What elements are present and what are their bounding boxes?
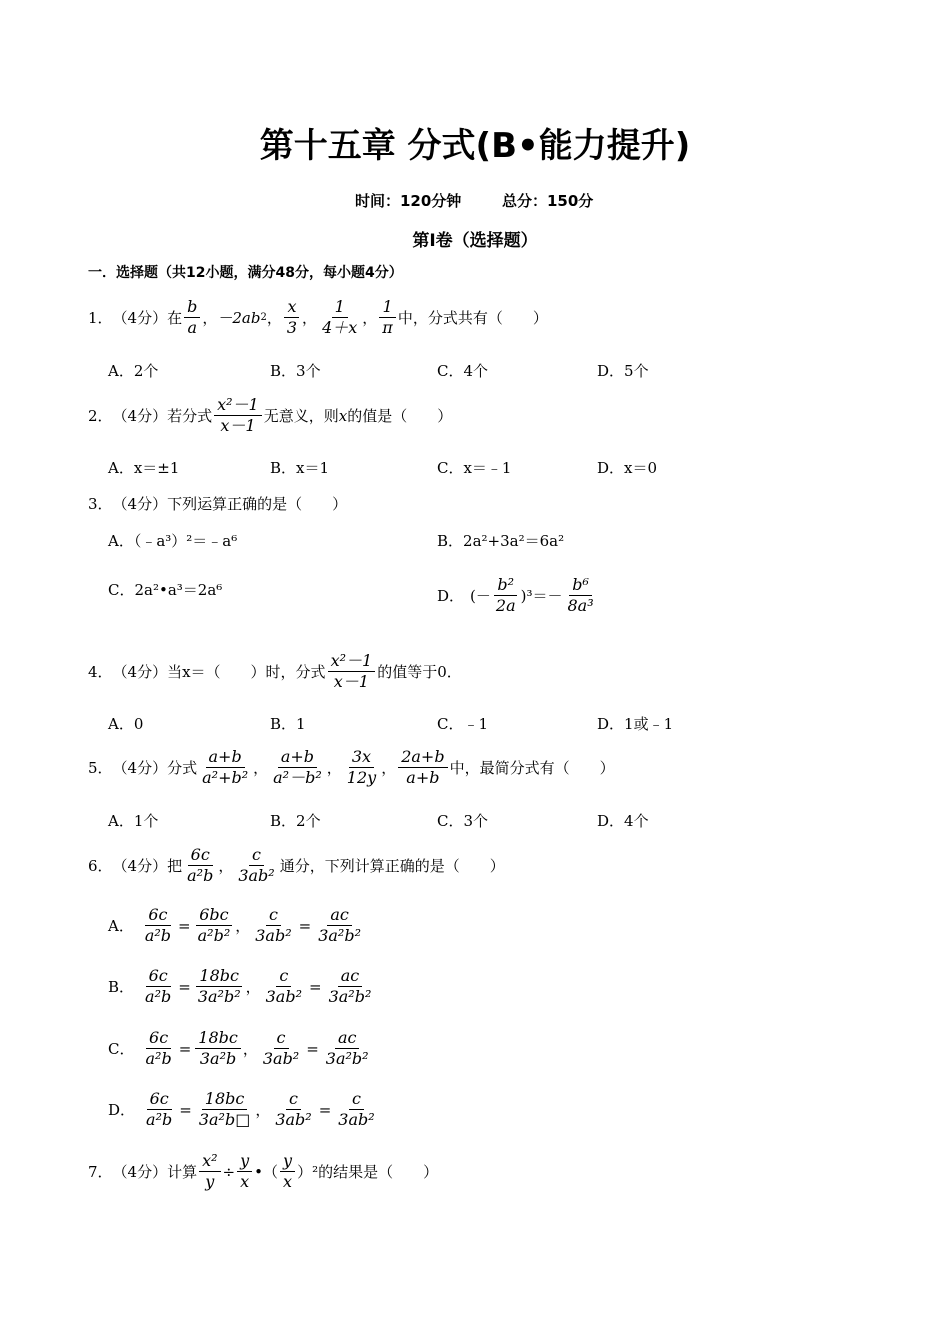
question-6: 6． （4分） 把 $\frac{6c}{\text{a²b}}$ ， $\frac{c}{\text{3ab²}}$ 通分，下列计算正确的是（ ） — [88, 845, 505, 885]
question-number: 1． — [88, 309, 113, 327]
option-b[interactable]: B．x＝1 — [270, 459, 330, 477]
expression: －2ab — [217, 309, 261, 327]
fraction: $\frac{c}{\text{3ab²}}$ — [265, 966, 302, 1006]
option-b[interactable]: B．2a²+3a²＝6a² — [437, 532, 565, 550]
fraction: $\frac{18bc}{\text{3a²b□}}$ — [198, 1089, 251, 1129]
option-c[interactable]: C． $\frac{6c}{\text{a²b}}$ = $\frac{18bc}{\text{3a²b}}$ ， $\frac{c}{\text{3ab²}}$ = $\frac{ac}{\text{3a²b²}}$ — [108, 1029, 374, 1068]
fraction: $\frac{6c}{\text{a²b}}$ — [144, 905, 172, 945]
option-c[interactable]: C．2a²•a³＝2a⁶ — [108, 581, 223, 599]
option-d[interactable]: D．1或﹣1 — [597, 715, 674, 733]
exam-total-score: 总分：150分 — [502, 192, 594, 210]
fraction: $\frac{ac}{\text{3a²b²}}$ — [318, 905, 361, 945]
option-b[interactable]: B．3个 — [270, 362, 321, 380]
option-d[interactable]: D． (－ $\frac{\text{b²}}{2a}$ )³＝－ $\frac{\text{b⁶}}{\text{8a³}}$ — [437, 575, 594, 615]
fraction: $\frac{x}{3}$ — [284, 298, 300, 337]
question-1: 1． （4分） 在 $\frac{b}{a}$ ， －2ab 2 ， $\frac{x}{3}$ ， $\frac{1}{4+x}$ ， $\frac{1}{\pi}$ 中，分式共有（ ） — [88, 297, 548, 337]
question-4: 4． （4分） 当x＝（ ）时，分式 $\frac{\text{x²－1}}{x-1}$ 的值等于0． — [88, 651, 462, 691]
question-7: 7． （4分） 计算 $\frac{\text{x²}}{y}$ ÷ $\frac{y}{x}$ •（ $\frac{y}{x}$ ）²的结果是（ ） — [88, 1151, 439, 1191]
option-c[interactable]: C．3个 — [437, 812, 489, 830]
question-5: 5． （4分） 分式 $\frac{a+b}{\text{a²+b²}}$ ， $\frac{a+b}{\text{a²－b²}}$ ， $\frac{3x}{12y}$ ， $\frac{2a+b}{a+b}$ 中，最简分式有（ ） — [88, 747, 615, 787]
fraction: $\frac{\text{x²－1}}{x-1}$ — [328, 652, 376, 691]
fraction: $\frac{c}{\text{3ab²}}$ — [255, 905, 292, 945]
fraction: $\frac{ac}{\text{3a²b²}}$ — [328, 966, 372, 1006]
option-a[interactable]: A．1个 — [108, 812, 159, 830]
exam-time: 时间：120分钟 — [355, 192, 462, 210]
option-c[interactable]: C．x＝﹣1 — [437, 459, 512, 477]
fraction: $\frac{6bc}{\text{a²b²}}$ — [197, 905, 231, 945]
fraction: $\frac{6c}{\text{a²b}}$ — [146, 1089, 173, 1129]
fraction: $\frac{b}{a}$ — [184, 298, 200, 337]
option-d[interactable]: D． $\frac{6c}{\text{a²b}}$ = $\frac{18bc}{\text{3a²b□}}$ ， $\frac{c}{\text{3ab²}}$ = $\frac{c}{\text{3ab²}}$ — [108, 1090, 380, 1129]
section-heading: 一．选择题（共12小题，满分48分，每小题4分） — [88, 265, 403, 281]
page-title: 第十五章 分式(B•能力提升) — [259, 126, 691, 166]
fraction: $\frac{c}{\text{3ab²}}$ — [262, 1028, 300, 1068]
fraction: $\frac{6c}{\text{a²b}}$ — [145, 966, 172, 1006]
option-b[interactable]: B． $\frac{6c}{\text{a²b}}$ = $\frac{18bc}{\text{3a²b²}}$ ， $\frac{c}{\text{3ab²}}$ = $\frac{ac}{\text{3a²b²}}$ — [108, 967, 376, 1006]
option-a[interactable]: A．x＝±1 — [108, 459, 180, 477]
option-d[interactable]: D．4个 — [597, 812, 649, 830]
fraction: $\frac{ac}{\text{3a²b²}}$ — [325, 1028, 369, 1068]
question-3: 3． （4分） 下列运算正确的是（ ） — [88, 495, 348, 513]
option-a[interactable]: A．（﹣a³）²＝﹣a⁶ — [108, 532, 238, 550]
volume-heading: 第Ⅰ卷（选择题） — [412, 231, 538, 251]
option-b[interactable]: B．2个 — [270, 812, 321, 830]
option-d[interactable]: D．x＝0 — [597, 459, 658, 477]
option-c[interactable]: C．4个 — [437, 362, 489, 380]
option-a[interactable]: A．2个 — [108, 362, 159, 380]
fraction: $\frac{6c}{\text{a²b}}$ — [145, 1028, 172, 1068]
fraction: $\frac{c}{\text{3ab²}}$ — [338, 1089, 375, 1129]
fraction: $\frac{c}{\text{3ab²}}$ — [275, 1089, 312, 1129]
question-2: 2． （4分） 若分式 $\frac{\text{x²－1}}{x-1}$ 无意义，则 x 的值是（ ） — [88, 395, 453, 435]
fraction: $\frac{1}{4+x}$ — [322, 297, 358, 337]
question-text: 中，分式共有（ ） — [397, 309, 548, 327]
fraction: $\frac{\text{x²－1}}{x-1}$ — [214, 396, 262, 435]
option-d[interactable]: D．5个 — [597, 362, 649, 380]
fraction: $\frac{18bc}{\text{3a²b²}}$ — [197, 966, 241, 1006]
option-a[interactable]: A．0 — [108, 715, 144, 733]
option-b[interactable]: B．1 — [270, 715, 306, 733]
option-c[interactable]: C．﹣1 — [437, 715, 489, 733]
fraction: $\frac{1}{\pi}$ — [379, 298, 396, 337]
option-a[interactable]: A． $\frac{6c}{\text{a²b}}$ = $\frac{6bc}{\text{a²b²}}$ ， $\frac{c}{\text{3ab²}}$ = $\frac{ac}{\text{3a²b²}}$ — [108, 906, 366, 945]
fraction: $\frac{18bc}{\text{3a²b}}$ — [195, 1029, 241, 1068]
question-score: （4分） — [112, 309, 168, 327]
question-text: 在 — [167, 309, 183, 327]
